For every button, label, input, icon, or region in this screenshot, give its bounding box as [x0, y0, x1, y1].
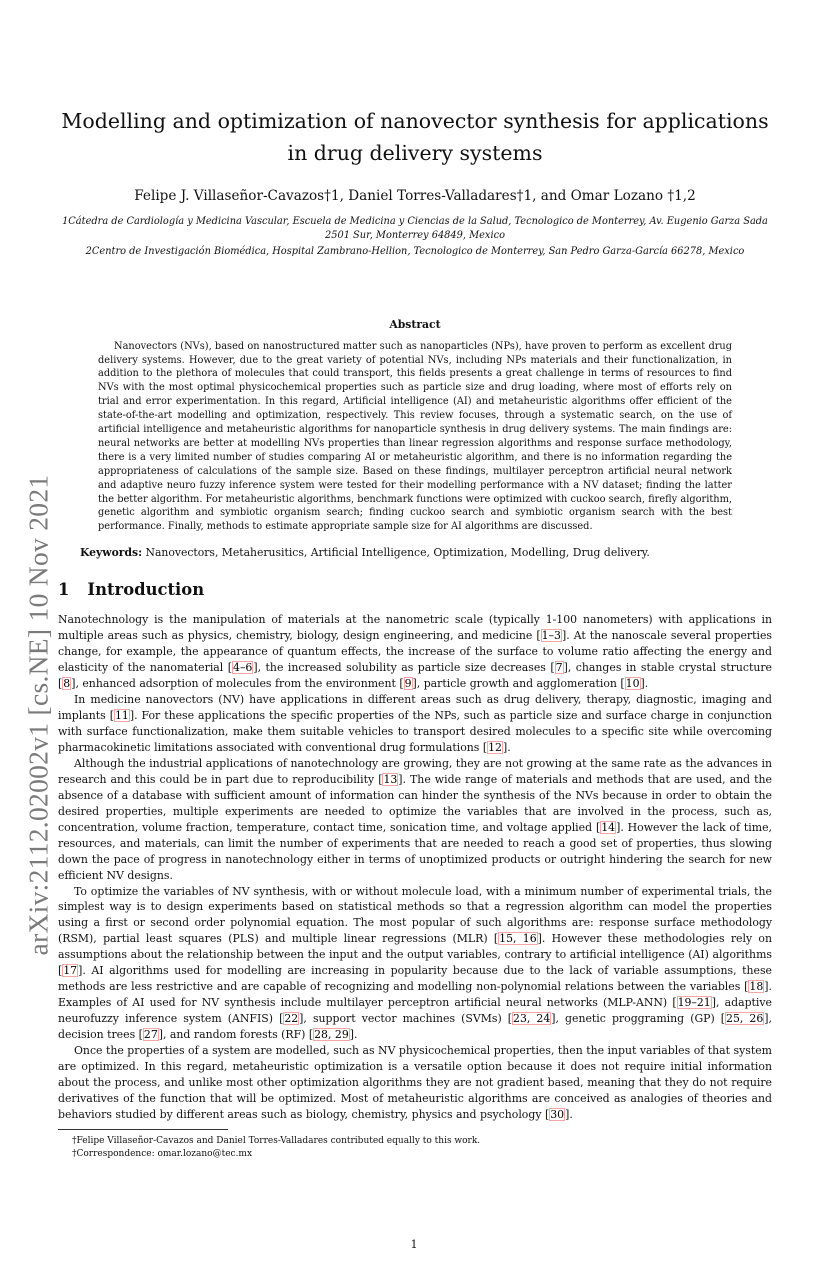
paragraph-text: . [507, 740, 511, 754]
paragraph-text: . [644, 677, 649, 691]
citation-link[interactable]: 19–21 [677, 996, 711, 1010]
citation-link[interactable]: 10 [625, 677, 640, 691]
paragraph-text: . The wide range of materials and methods that are used, and the absence of a database with sufficient amount of information can hinder the synthesis of the NVs because in order to obtain the desired properties, multiple experiments are needed to optimize the variables that are involved in the process, such as, concentration, volume fraction, temperature, contact time, sonication time, and voltage applied [58, 772, 772, 834]
footnote-equal-contribution: †Felipe Villaseñor-Cavazos and Daniel Torres-Valladares contributed equally to this work. [72, 1135, 481, 1146]
citation-link[interactable]: 12 [488, 740, 502, 754]
paragraph-text: . Examples of AI used for NV synthesis include multilayer perceptron artificial neural networks (MLP-ANN) [58, 980, 772, 1010]
paragraph-text: . However the lack of time, resources, and materials, can limit the number of experiments that are needed to reach a good set of properties, thus slowing down the pace of progress in nanotechnology either in terms of unoptimized products or outright hindering the search for new efficient NV designs. [58, 820, 772, 882]
keywords-text: Nanovectors, Metaherusitics, Artificial Intelligence, Optimization, Modelling, Drug delivery. [145, 546, 650, 560]
citation-link[interactable]: 22 [284, 1012, 299, 1026]
citation-link[interactable]: 11 [114, 709, 129, 723]
paragraph: Nanotechnology is the manipulation of materials at the nanometric scale (typically 1-100 nanometers) with applications in multiple areas such as physics, chemistry, biology, design engineering, and medicine [1–3]. At the nanoscale several properties change, for example, the appearance of quantum effects, the increase of the surface to volume ratio affecting the energy and elasticity of the nanomaterial [4–6], the increased solubility as particle size decreases [7], changes in stable crystal structure [8], enhanced adsorption of molecules from the environment [9], particle growth and agglomeration [10]. [58, 613, 772, 691]
paragraph-text: . [354, 1028, 358, 1042]
citation-link[interactable]: 7 [555, 661, 563, 675]
arxiv-identifier-text: arXiv:2112.02002v1 [cs.NE] 10 Nov 2021 [22, 474, 53, 956]
paragraph: Once the properties of a system are modelled, such as NV physicochemical properties, then the input variables of that system are optimized. In this regard, metaheuristic optimization is a versatile option because it does not require initial information about the process, and unlike most other optimization algorithms they are not gradient based, meaning that they do not require derivatives of the function that will be optimized. Most of metaheuristic algorithms are conceived as analogies of theories and behaviors studied by different areas such as biology, chemistry, physics and psychology [30]. [58, 1044, 772, 1121]
paragraph-text: , support vector machines (SVMs) [303, 1012, 508, 1026]
paragraph-text: , enhanced adsorption of molecules from the environment [75, 677, 400, 691]
keywords-label: Keywords: [80, 546, 143, 560]
paper-page [58, 0, 772, 1161]
section-heading [58, 580, 772, 599]
paragraph-text: , particle growth and agglomeration [416, 677, 621, 691]
affiliations [58, 215, 772, 260]
author-list: Felipe J. Villaseñor-Cavazos†1, Daniel Torres-Valladares†1, and Omar Lozano †1,2 [134, 188, 696, 204]
paragraph: Although the industrial applications of nanotechnology are growing, they are not growing at the same rate as the advances in research and this could be in part due to reproducibility [13]. The wide range of materials and methods that are used, and the absence of a database with sufficient amount of information can hinder the synthesis of the NVs because in order to obtain the desired properties, multiple experiments are needed to optimize the variables that are involved in the process, such as, concentration, volume fraction, temperature, contact time, sonication time, and voltage applied [14]. However the lack of time, resources, and materials, can limit the number of experiments that are needed to reach a good set of properties, thus slowing down the pace of progress in nanotechnology either in terms of unoptimized products or outright hindering the search for new efficient NV designs. [58, 756, 772, 882]
paragraph: To optimize the variables of NV synthesis, with or without molecule load, with a minimum number of experimental trials, the simplest way is to design experiments based on statistical methods so that a regression algorithm can model the properties using a first or second order polynomial equation. The most popular of such algorithms are: response surface methodology (RSM), partial least squares (PLS) and multiple linear regressions (MLR) [15, 16]. However these methodologies rely on assumptions about the relationship between the input and the output variables, contrary to artificial intelligence (AI) algorithms [17]. AI algorithms used for modelling are increasing in popularity because due to the lack of variable assumptions, these methods are less restrictive and are capable of recognizing and modelling non-polynomial relations between the variables [18]. Examples of AI used for NV synthesis include multilayer perceptron artificial neural networks (MLP-ANN) [19–21], adaptive neurofuzzy inference system (ANFIS) [22], support vector machines (SVMs) [23, 24], genetic proggraming (GP) [25, 26], decision trees [27], and random forests (RF) [28, 29]. [58, 884, 773, 1042]
paragraph-text: , and random forests (RF) [163, 1028, 309, 1042]
citation-link[interactable]: 25, 26 [726, 1012, 764, 1026]
citation-link[interactable]: 9 [404, 677, 412, 691]
citation-link[interactable]: 18 [749, 980, 764, 994]
citation-link[interactable]: 1–3 [541, 629, 561, 643]
paragraph-text: Once the properties of a system are modelled, such as NV physicochemical properties, then the input variables of that system are optimized. In this regard, metaheuristic optimization is a versatile option because it does not require initial information about the process, and unlike most other optimization algorithms they are not gradient based, meaning that they do not require derivatives of the function that will be optimized. Most of metaheuristic algorithms are conceived as analogies of theories and behaviors studied by different areas such as biology, chemistry, physics and psychology [58, 1044, 772, 1121]
footnotes [58, 1129, 481, 1161]
page-number: 1 [410, 1238, 418, 1251]
paragraph-text: , decision trees [58, 1012, 773, 1042]
paragraph-text: Although the industrial applications of nanotechnology are growing, they are not growing at the same rate as the advances in research and this could be in part due to reproducibility [58, 756, 772, 786]
paragraph-text: . AI algorithms used for modelling are increasing in popularity because due to the lack of variable assumptions, these methods are less restrictive and are capable of recognizing and modelling non-polynomial relations between the variables [58, 964, 772, 994]
citation-link[interactable]: 23, 24 [513, 1012, 551, 1026]
paper-title: Modelling and optimization of nanovector synthesis for applications in drug delivery systems [61, 109, 769, 165]
citation-link[interactable]: 4–6 [233, 661, 253, 675]
paragraph-text: , the increased solubility as particle size decreases [257, 661, 551, 675]
section-title: Introduction [87, 580, 205, 600]
citation-link[interactable]: 17 [63, 964, 78, 978]
affiliation-1: 1Cátedra de Cardiología y Medicina Vascular, Escuela de Medicina y Ciencias de la Salud, Tecnologico de Monterrey, Av. Eugenio Garza Sada 2501 Sur, Monterrey 64849, Mexico [62, 216, 768, 242]
footnote-correspondence: †Correspondence: omar.lozano@tec.mx [72, 1148, 253, 1159]
citation-link[interactable]: 15, 16 [499, 932, 537, 946]
section-number: 1 [58, 580, 70, 600]
keywords [58, 546, 772, 560]
abstract-heading: Abstract [389, 317, 441, 331]
paragraph: In medicine nanovectors (NV) have applications in different areas such as drug delivery, therapy, diagnostic, imaging and implants [11]. For these applications the specific properties of the NPs, such as particle size and surface charge in conjunction with surface functionalization, make them suitable vehicles to transport desired molecules to a specific site while overcoming pharmacokinetic limitations associated with conventional drug formulations [12]. [58, 693, 772, 754]
paragraph-text: To optimize the variables of NV synthesis, with or without molecule load, with a minimum number of experimental trials, the simplest way is to design experiments based on statistical methods so that a regression algorithm can model the properties using a first or second order polynomial equation. The most popular of such algorithms are: response surface methodology (RSM), partial least squares (PLS) and multiple linear regressions (MLR) [58, 884, 772, 946]
paragraph-text: In medicine nanovectors (NV) have applications in different areas such as drug delivery, therapy, diagnostic, imaging and implants [58, 693, 772, 723]
citation-link[interactable]: 30 [550, 1107, 565, 1121]
paragraph-text: , adaptive neurofuzzy inference system (ANFIS) [58, 996, 772, 1026]
citation-link[interactable]: 14 [601, 820, 616, 834]
abstract-text: Nanovectors (NVs), based on nanostructured matter such as nanoparticles (NPs), have proven to perform as excellent drug delivery systems. However, due to the great variety of potential NVs, including NPs materials and their functionalization, in addition to the plethora of molecules that could transport, this fields presents a great challenge in terms of resources to find NVs with the most optimal physicochemical properties such as particle size and drug loading, where most of efforts rely on trial and error experimentation. In this regard, Artificial intelligence (AI) and metaheuristic algorithms offer efficient of the state-of-the-art modelling and optimization, respectively. This review focuses, through a systematic search, on the use of artificial intelligence and metaheuristic algorithms for nanoparticle synthesis in drug delivery systems. The main findings are: neural networks are better at modelling NVs properties than linear regression algorithms and response surface methodology, there is a very limited number of studies comparing AI or metaheuristic algorithm, and there is no information regarding the appropriateness of calculations of the sample size. Based on these findings, multilayer perceptron artificial neural network and adaptive neuro fuzzy inference system were tested for their modelling performance with a NV dataset; finding the latter the better algorithm. For metaheuristic algorithms, benchmark functions were optimized with cuckoo search, firefly algorithm, genetic algorithm and symbiotic organism search; finding cuckoo search and symbiotic organism search with the best performance. Finally, methods to estimate appropriate sample size for AI algorithms are discussed. [98, 340, 732, 533]
paragraph-text: Nanotechnology is the manipulation of materials at the nanometric scale (typically 1-100 nanometers) with applications in multiple areas such as physics, chemistry, biology, design engineering, and medicine [58, 613, 772, 643]
citation-link[interactable]: 28, 29 [314, 1028, 349, 1042]
paragraph-text: , changes in stable crystal structure [567, 661, 772, 675]
arxiv-side-identifier [18, 470, 58, 960]
introduction-body [58, 612, 772, 1123]
citation-link[interactable]: 8 [63, 677, 71, 691]
citation-link[interactable]: 13 [383, 772, 398, 786]
paragraph-text: . [569, 1107, 573, 1121]
citation-link[interactable]: 27 [143, 1028, 158, 1042]
paragraph-text: . For these applications the specific properties of the NPs, such as particle size and surface charge in conjunction with surface functionalization, make them suitable vehicles to transport desired molecules to a specific site while overcoming pharmacokinetic limitations associated with conventional drug formulations [58, 709, 772, 754]
affiliation-2: 2Centro de Investigación Biomédica, Hospital Zambrano-Hellion, Tecnologico de Monterrey, San Pedro Garza-García 66278, Mexico [85, 246, 745, 258]
paragraph-text: , genetic proggraming (GP) [555, 1012, 721, 1026]
paragraph-text: . However these methodologies rely on assumptions about the relationship between the input and the output variables, contrary to artificial intelligence (AI) algorithms [58, 932, 773, 962]
paragraph-text: . At the nanoscale several properties change, for example, the appearance of quantum effects, the increase of the surface to volume ratio affecting the energy and elasticity of the nanomaterial [58, 629, 772, 675]
